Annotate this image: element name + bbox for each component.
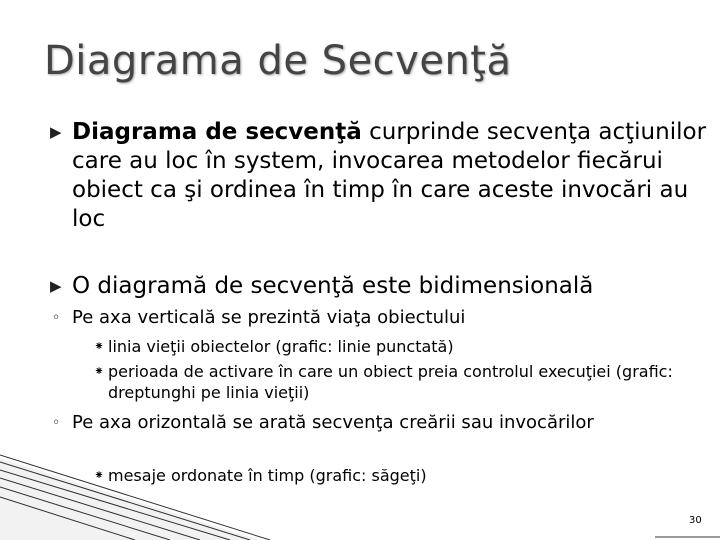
triangle-bullet-icon: ▶ <box>50 123 62 141</box>
bullet-1-body: curprinde secvenţa acţiunilor care au loc în system, invocarea metodelor fiecărui obiect ca şi ordinea în timp în care aceste invocări au loc <box>72 119 707 232</box>
slide-title: Diagrama de Secvenţă <box>44 38 512 84</box>
hollow-circle-icon: ◦ <box>52 415 61 431</box>
sub-bullet-1-text: Pe axa verticală se prezintă viaţa obiectului <box>72 307 466 328</box>
sub-sub-bullet-1-text: linia vieţii obiectelor (grafic: linie punctată) <box>108 337 454 356</box>
sub-sub-bullet-2-text: perioada de activare în care un obiect preia controlul execuţiei (grafic: dreptunghi pe linia vieţii) <box>108 362 673 402</box>
asterisk-bullet-icon: ⁕ <box>94 468 105 482</box>
bullet-2-text: O diagramă de secvenţă este bidimensională <box>72 273 594 299</box>
hollow-circle-icon: ◦ <box>52 310 61 326</box>
asterisk-bullet-icon: ⁕ <box>94 364 105 378</box>
sub-sub-bullet-3-text: mesaje ordonate în timp (grafic: săgeţi) <box>108 466 427 485</box>
asterisk-bullet-icon: ⁕ <box>94 339 105 353</box>
triangle-bullet-icon: ▶ <box>50 277 62 295</box>
bullet-1-bold-term: Diagrama de secvenţă <box>72 119 362 145</box>
page-number: 30 <box>689 515 702 526</box>
sub-bullet-2-text: Pe axa orizontală se arată secvenţa creării sau invocărilor <box>72 412 594 433</box>
